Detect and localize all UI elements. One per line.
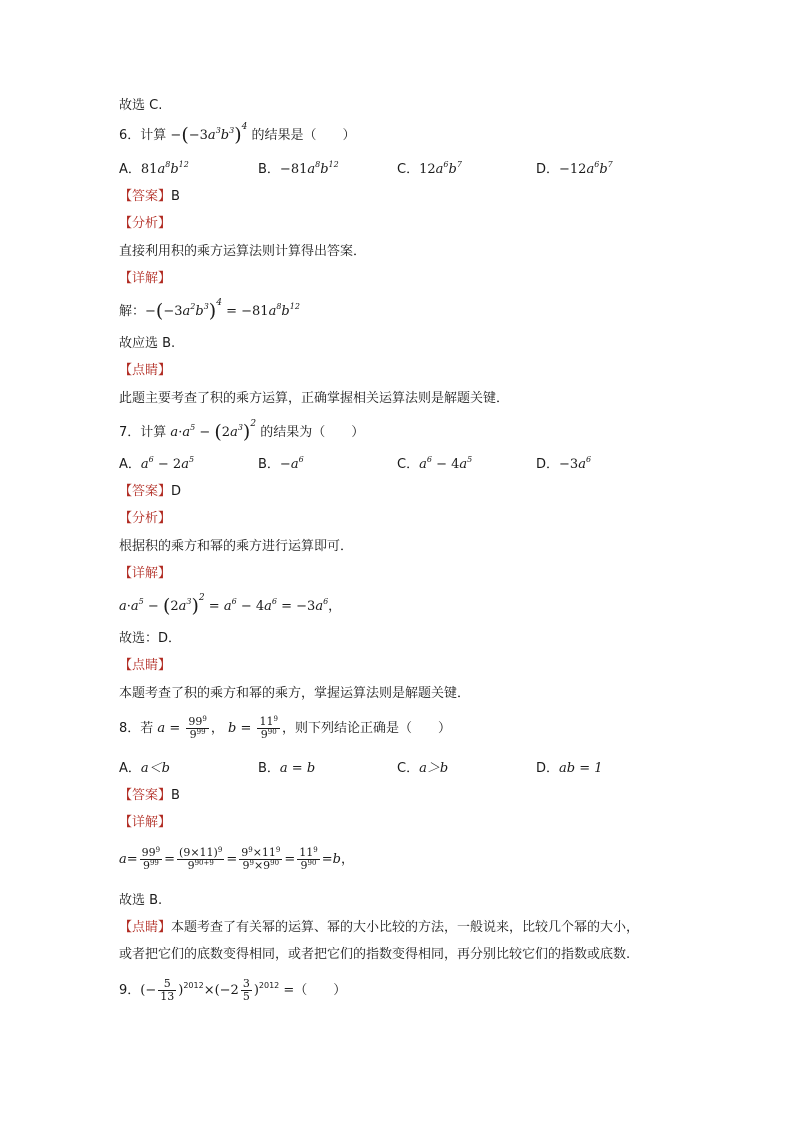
q9-stem: 9．(− $\frac{5}{13}$ )$^{2012}$×(−2 $\frac{3}{5}$ )$^{2012}$ =（ ） — [119, 977, 347, 1003]
q7-stem: 7．计算 $a\cdot a^5 - (2a^3)^2$ 的结果为（ ） — [119, 419, 365, 443]
q6-option-d: D．$-12a^6b^7$ — [536, 160, 613, 177]
q8-option-b: B．a = b — [258, 761, 316, 776]
q6-detail: 解：$-(-3a^2b^3)^4 = -81a^8b^{12}$ — [119, 298, 300, 322]
q7-option-b: B．$-a^6$ — [258, 455, 304, 472]
q6-option-b: B．$-81a^8b^{12}$ — [258, 160, 339, 177]
q8-comment-cont: 或者把它们的底数变得相同，或者把它们的指数变得相同，再分别比较它们的指数或底数. — [119, 947, 631, 962]
q7-analysis: 根据积的乘方和幂的乘方进行运算即可． — [119, 539, 354, 554]
q6-analysis-tag: 【分析】 — [119, 216, 172, 231]
q8-option-d: D．ab = 1 — [536, 761, 603, 776]
q8-conclusion: 故选 B. — [119, 893, 163, 908]
q7-expression: $a\cdot a^5 - (2a^3)^2$ — [170, 419, 257, 443]
q8-comment: 【点睛】本题考查了有关幂的运算、幂的大小比较的方法，一般说来，比较几个幂的大小， — [119, 920, 640, 935]
q6-conclusion: 故应选 B. — [119, 336, 176, 351]
q8-detail-tag: 【详解】 — [119, 815, 172, 830]
q6-answer: 【答案】B — [119, 189, 180, 204]
q6-analysis: 直接利用积的乘方运算法则计算得出答案． — [119, 244, 367, 259]
q7-conclusion: 故选：D． — [119, 631, 182, 646]
q7-analysis-tag: 【分析】 — [119, 511, 172, 526]
q6-stem: 6．计算 $-(-3a^3b^3)^4$ 的结果是（ ） — [119, 122, 356, 146]
q6-option-c: C．$12a^6b^7$ — [397, 160, 462, 177]
q7-option-d: D．$-3a^6$ — [536, 455, 592, 472]
q6-comment-tag: 【点睛】 — [119, 363, 172, 378]
q7-option-c: C．$a^6 - 4a^5$ — [397, 455, 473, 472]
q8-option-a: A．a＜b — [119, 761, 170, 776]
q7-answer: 【答案】D — [119, 484, 182, 499]
q6-detail-tag: 【详解】 — [119, 271, 172, 286]
q7-comment-tag: 【点睛】 — [119, 658, 172, 673]
q6-expression: $-(-3a^3b^3)^4$ — [170, 122, 248, 146]
q7-option-a: A．$a^6 - 2a^5$ — [119, 455, 195, 472]
q5-conclusion: 故选 C. — [119, 98, 163, 113]
q7-detail: $a\cdot a^5 - (2a^3)^2 = a^6 - 4a^6 = -3a^6$， — [119, 593, 342, 617]
q7-comment: 本题考查了积的乘方和幂的乘方，掌握运算法则是解题关键． — [119, 686, 471, 701]
q6-comment: 此题主要考查了积的乘方运算，正确掌握相关运算法则是解题关键． — [119, 391, 510, 406]
q8-answer: 【答案】B — [119, 788, 180, 803]
q7-detail-tag: 【详解】 — [119, 566, 172, 581]
q8-stem: 8．若 a = $\frac{99^9}{9^{99}}$ ， b = $\frac{11^9}{9^{90}}$ ，则下列结论正确是（ ） — [119, 715, 451, 741]
q8-detail: a= $\frac{99^9}{9^{99}}$ = $\frac{(9\times 11)^9}{9^{90+9}}$ = $\frac{9^9\times 11^9}{9^9\times 9^{90}}$ = $\frac{11^9}{9^{90}}$ =b， — [119, 846, 354, 872]
q8-option-c: C．a＞b — [397, 761, 449, 776]
q6-option-a: A．$81a^8b^{12}$ — [119, 160, 189, 177]
